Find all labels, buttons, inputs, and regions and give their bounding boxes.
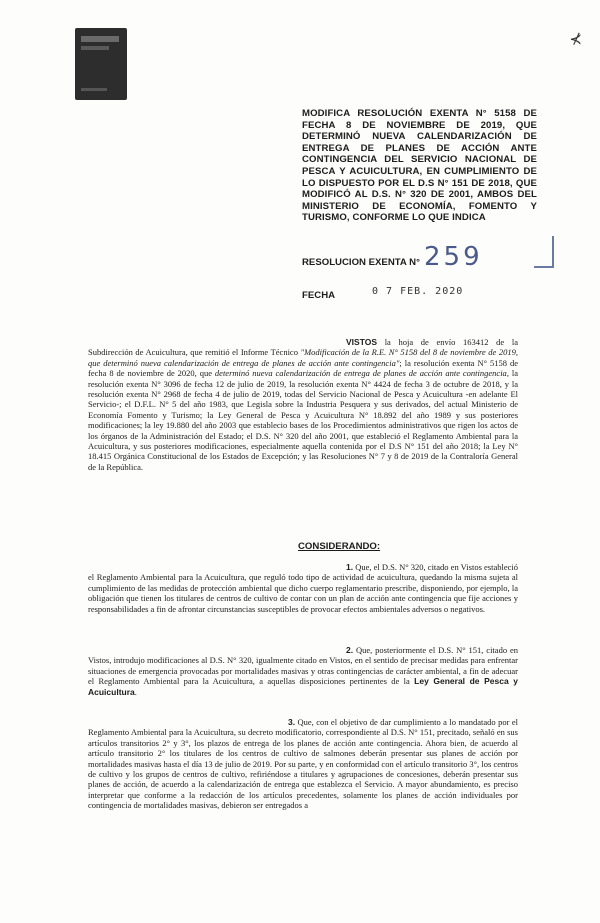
vistos-italic-1: "Modificación de la R.E. N° 5158 del 8 de noviembre de 2019, que determinó nueva calendarización de entrega de planes de acción ante contingencia"	[88, 347, 518, 368]
vistos-text-2: ; la resolución exenta N° 5158 de fecha 8 de noviembre de 2020, que	[88, 357, 518, 379]
item-text: Que, el D.S. N° 320, citado en Vistos estableció el Reglamento Ambiental para la Acuicultura, que reguló todo tipo de actividad de acuicultura, quedando la misma sujeta al cumplimiento de las medidas de protección ambiental que dicho cuerpo reglamentario prescribe, disponiendo, por ejemplo, la obligación que tienen los titulares de centros de cultivo de contar con un plan de acción ante contingencia que fije acciones y responsabilidades a fin de afrontar circunstancias susceptibles de provocar efectos ambientales adversos o negativos.	[88, 562, 519, 614]
item-text-a: Que, posteriormente el D.S. N° 151, citado en Vistos, introdujo modificaciones al D.S. N° 320, igualmente citado en Vistos, en el sentido de precisar medidas para enfrentar situaciones de emergencia provocadas por mortalidades masivas y otras contingencias de carácter ambiental, a fin de adecuar el Reglamento Ambiental para la Acuicultura, a aquellas disposiciones pertinentes de la	[88, 645, 518, 687]
government-seal-logo	[75, 28, 127, 100]
document-title: MODIFICA RESOLUCIÓN EXENTA N° 5158 DE FECHA 8 DE NOVIEMBRE DE 2019, QUE DETERMINÓ NUEVA CALENDARIZACIÓN DE ENTREGA DE PLANES DE ACCIÓN ANTE CONTINGENCIA DEL SERVICIO NACIONAL DE PESCA Y ACUICULTURA, EN CUMPLIMIENTO DE LO DISPUESTO POR EL D.S N° 151 DE 2018, QUE MODIFICÓ AL D.S. N° 320 DE 2001, AMBOS DEL MINISTERIO DE ECONOMÍA, FOMENTO Y TURISMO, CONFORME LO QUE INDICA	[302, 108, 537, 224]
item-number: 3.	[288, 717, 296, 727]
item-text-b: .	[134, 686, 137, 697]
margin-handwritten-mark: ⊀	[569, 30, 582, 48]
vistos-text-1: la hoja de envío 163412 de la Subdirección de Acuicultura, que remitió el Informe Técnico	[88, 337, 518, 358]
resolucion-number: 259	[424, 242, 483, 272]
item-text: Que, con el objetivo de dar cumplimiento a lo mandatado por el Reglamento Ambiental para la Acuicultura, su decreto modificatorio, correspondiente al D.S. N° 151, precitado, señaló en sus artículos transitorios 2° y 3°, los plazos de entrega de los planes de acción ante contingencia. Ahora bien, de acuerdo al artículo transitorio 2° los titulares de los centros de cultivo de salmones deberán presentar sus planes de acción por mortalidades masivas hasta el día 13 de julio de 2019. Por su parte, y en conformidad con el artículo transitorio 3°, los centros de cultivo y los grupos de centros de cultivo, refiriéndose a titulares y agrupaciones de concesiones, deberán presentar sus planes de acción, de acuerdo a la calendarización de entrega que establezca el Servicio. A mayor abundamiento, es preciso interpretar que conforme a la redacción de los artículos precedentes, solamente los planes de acción individuales por contingencia de mortalidades masivas, debieron ser entregados a	[88, 717, 518, 811]
item-bold: Ley General de Pesca y Acuicultura	[88, 676, 519, 697]
vistos-paragraph	[88, 337, 518, 472]
vistos-text-3: , la resolución exenta N° 3096 de fecha 12 de julio de 2019, la resolución exenta N° 4424 de fecha 3 de octubre de 2018, y la resolución exenta N° 2968 de fecha 4 de julio de 2019, todas del Servicio Nacional de Pesca y Acuicultura -en adelante El Servicio-; el D.F.L. N° 5 del año 1983, que Legisla sobre la Industria Pesquera y sus derivados, del actual Ministerio de Economía Fomento y Turismo; la Ley General de Pesca y Acuicultura N° 18.892 del año 1989 y sus posteriores modificaciones; la ley 19.880 del año 2003 que establecio bases de los Procedimientos administrativos que rigen los actos de los órganos de la Administración del Estado; el D.S. N° 320 del año 2001, que estableció el Reglamento Ambiental para la Acuicultura, y sus posteriores modificaciones, especialmente aquella contenida por el D.S N° 151 del año 2018; la Ley N° 18.415 Orgánica Constitucional de los Estados de Excepción; y las Resoluciones N° 7 y 8 de 2019 de la Contraloría General de la República.	[88, 368, 518, 472]
item-number: 1.	[346, 562, 354, 572]
resolucion-label: RESOLUCION EXENTA N°	[302, 257, 420, 268]
considerando-item-1	[88, 562, 518, 614]
vistos-italic-2: determinó nueva calendarización de entrega de planes de acción ante contingencia	[214, 368, 507, 379]
considerando-item-3	[88, 717, 518, 811]
considerando-heading: CONSIDERANDO:	[298, 541, 381, 552]
fecha-label: FECHA	[302, 290, 336, 301]
handwritten-bracket	[534, 236, 554, 268]
considerando-item-2	[88, 645, 518, 697]
fecha-stamp: 0 7 FEB. 2020	[372, 286, 464, 297]
vistos-heading: VISTOS	[346, 337, 378, 347]
item-number: 2.	[346, 645, 354, 655]
